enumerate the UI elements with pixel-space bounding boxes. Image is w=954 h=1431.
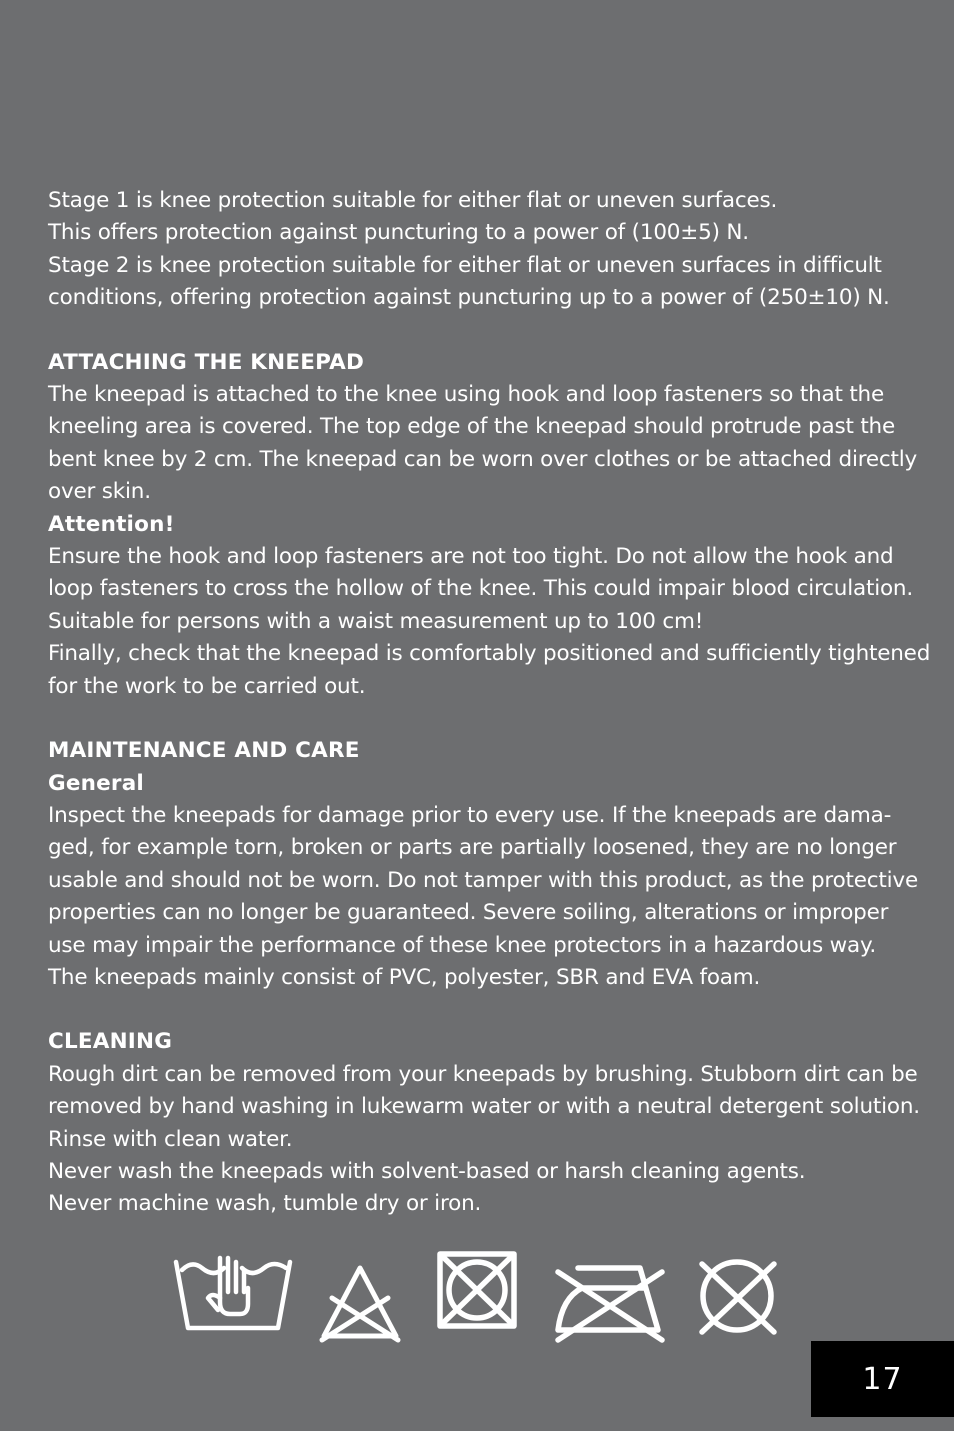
document-body <box>48 185 931 1221</box>
attaching-line: bent knee by 2 cm. The kneepad can be worn over clothes or be attached directly <box>48 446 918 472</box>
page-number: 17 <box>862 1361 903 1397</box>
maintenance-heading: MAINTENANCE AND CARE <box>48 738 360 764</box>
page-number-box <box>811 1341 954 1417</box>
maintenance-line: The kneepads mainly consist of PVC, polyester, SBR and EVA foam. <box>48 964 761 990</box>
attaching-line: The kneepad is attached to the knee using hook and loop fasteners so that the <box>48 382 885 408</box>
maintenance-line: ged, for example torn, broken or parts are partially loosened, they are no longer <box>48 835 897 861</box>
attaching-line: over skin. <box>48 479 151 505</box>
section-gap <box>48 994 910 1026</box>
attaching-heading: ATTACHING THE KNEEPAD <box>48 349 364 375</box>
general-subheading: General <box>48 770 144 796</box>
intro-line: Stage 1 is knee protection suitable for either flat or uneven surfaces. <box>48 188 778 213</box>
do-not-dry-clean-icon <box>694 1248 784 1338</box>
intro-line: This offers protection against puncturing to a power of (100±5) N. <box>48 220 749 246</box>
maintenance-line: usable and should not be worn. Do not tamper with this product, as the protective <box>48 867 918 893</box>
cleaning-line: Never wash the kneepads with solvent-based or harsh cleaning agents. <box>48 1158 806 1184</box>
cleaning-heading: CLEANING <box>48 1029 173 1055</box>
hand-wash-icon <box>172 1248 294 1332</box>
section-gap <box>48 315 910 347</box>
attention-line: for the work to be carried out. <box>48 673 366 699</box>
do-not-tumble-dry-icon <box>434 1248 520 1332</box>
intro-line: Stage 2 is knee protection suitable for either flat or uneven surfaces in difficult <box>48 252 882 278</box>
cleaning-line: Never machine wash, tumble dry or iron. <box>48 1191 482 1217</box>
attention-line: Ensure the hook and loop fasteners are not too tight. Do not allow the hook and <box>48 544 894 570</box>
cleaning-line: Rinse with clean water. <box>48 1126 293 1152</box>
attention-heading: Attention! <box>48 511 175 537</box>
intro-line: conditions, offering protection against puncturing up to a power of (250±10) N. <box>48 285 890 311</box>
maintenance-line: Inspect the kneepads for damage prior to every use. If the kneepads are dama- <box>48 802 892 828</box>
do-not-iron-icon <box>552 1248 668 1344</box>
care-symbols <box>172 1248 784 1344</box>
attention-line: Suitable for persons with a waist measurement up to 100 cm! <box>48 608 704 634</box>
do-not-bleach-icon <box>318 1248 402 1344</box>
section-gap <box>48 703 910 735</box>
attention-line: loop fasteners to cross the hollow of the knee. This could impair blood circulation. <box>48 576 913 602</box>
cleaning-line: removed by hand washing in lukewarm water or with a neutral detergent solution. <box>48 1094 920 1120</box>
attention-line: Finally, check that the kneepad is comfortably positioned and sufficiently tightened <box>48 641 931 667</box>
maintenance-line: use may impair the performance of these knee protectors in a hazardous way. <box>48 932 877 958</box>
cleaning-line: Rough dirt can be removed from your kneepads by brushing. Stubborn dirt can be <box>48 1061 918 1087</box>
maintenance-line: properties can no longer be guaranteed. Severe soiling, alterations or improper <box>48 900 889 926</box>
attaching-line: kneeling area is covered. The top edge of the kneepad should protrude past the <box>48 414 896 440</box>
